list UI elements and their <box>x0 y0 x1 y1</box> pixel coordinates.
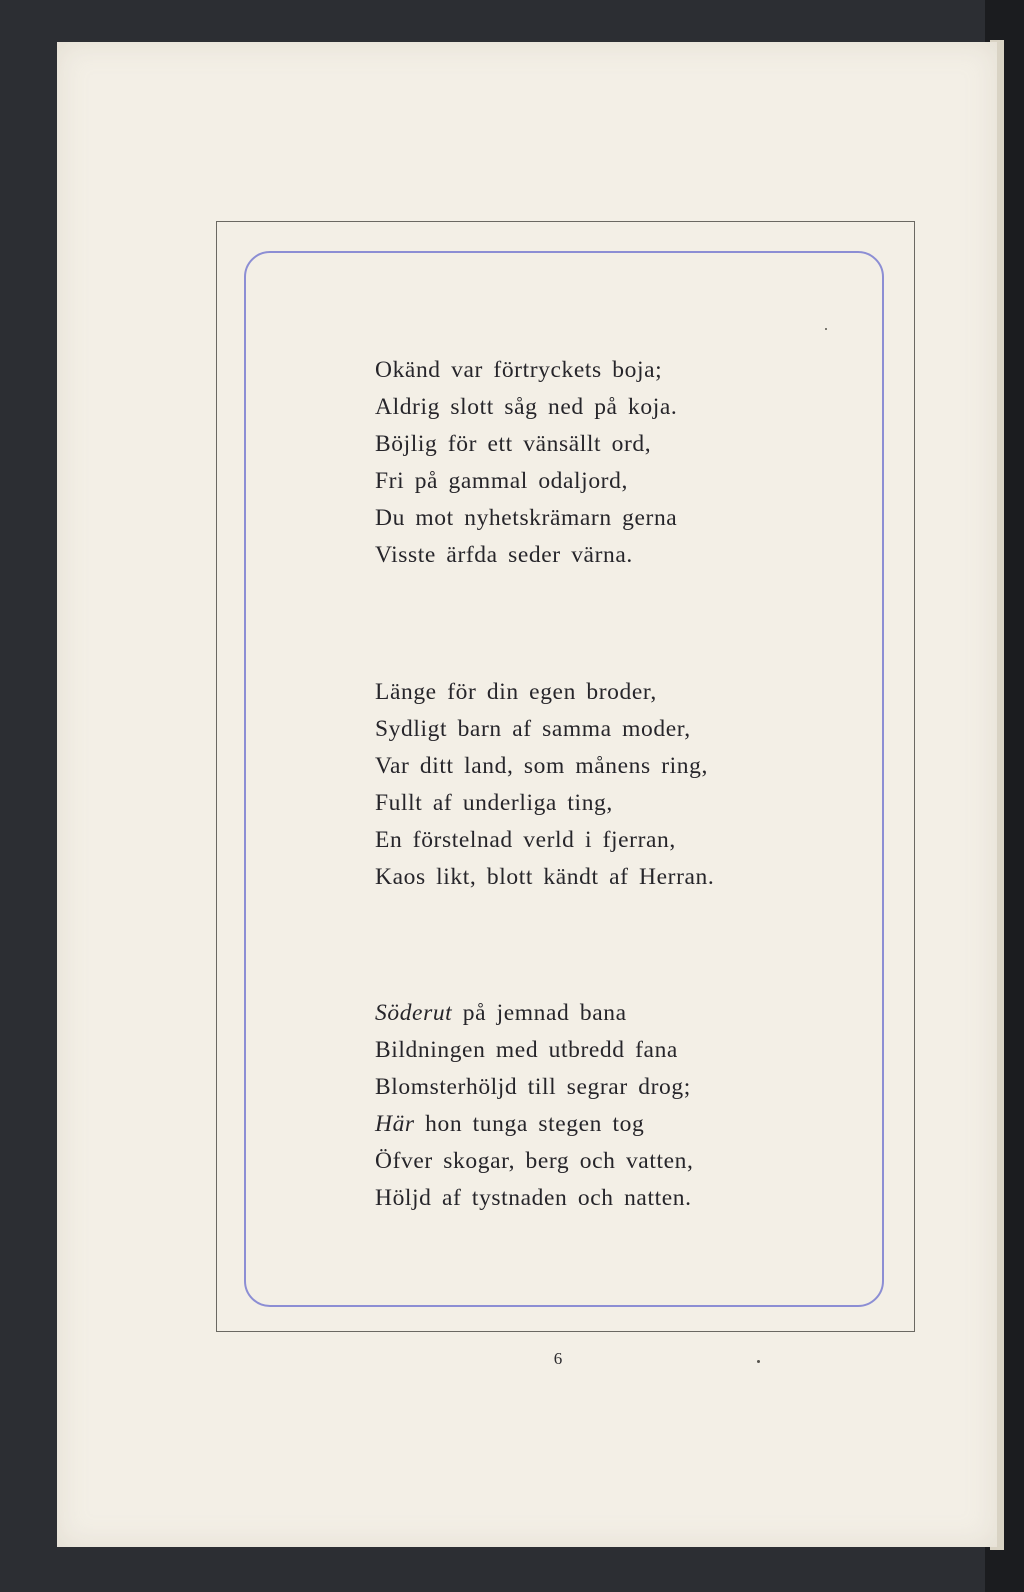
poem-line <box>375 1106 835 1143</box>
poem-line: Blomsterhöljd till segrar drog; <box>375 1074 691 1100</box>
line-rest: hon tunga stegen tog <box>414 1111 645 1137</box>
stanza-3 <box>375 995 835 1217</box>
poem-line: Fullt af underliga ting, <box>375 790 613 816</box>
line-rest: på jemnad bana <box>452 1000 627 1026</box>
italic-word: Söderut <box>375 1000 453 1026</box>
poem-line: Okänd var förtryckets boja; <box>375 357 663 383</box>
stanza-2 <box>375 674 835 896</box>
poem-line: Böjlig för ett vänsällt ord, <box>375 431 652 457</box>
poem-line: Höljd af tystnaden och natten. <box>375 1185 692 1211</box>
page-number: 6 <box>553 1349 563 1368</box>
stanza-gap <box>375 574 835 674</box>
poem-line <box>375 995 835 1032</box>
poem-line: Länge för din egen broder, <box>375 679 657 705</box>
poem-line: Öfver skogar, berg och vatten, <box>375 1148 694 1174</box>
poem-line: Sydligt barn af samma moder, <box>375 716 691 742</box>
italic-word: Här <box>375 1111 415 1137</box>
stanza-1 <box>375 352 835 574</box>
book-page <box>57 42 997 1547</box>
paper-speck <box>757 1360 760 1363</box>
poem-line: Var ditt land, som månens ring, <box>375 753 708 779</box>
poem-line: Aldrig slott såg ned på koja. <box>375 394 678 420</box>
stanza-gap <box>375 896 835 995</box>
paper-speck <box>825 328 827 330</box>
poem-line: Fri på gammal odaljord, <box>375 468 628 494</box>
poem-line: Du mot nyhetskrämarn gerna <box>375 505 678 531</box>
poem-text <box>375 352 835 1217</box>
poem-line: Kaos likt, blott kändt af Herran. <box>375 864 715 890</box>
poem-line: Visste ärfda seder värna. <box>375 542 633 568</box>
poem-line: Bildningen med utbredd fana <box>375 1037 678 1063</box>
poem-line: En förstelnad verld i fjerran, <box>375 827 676 853</box>
